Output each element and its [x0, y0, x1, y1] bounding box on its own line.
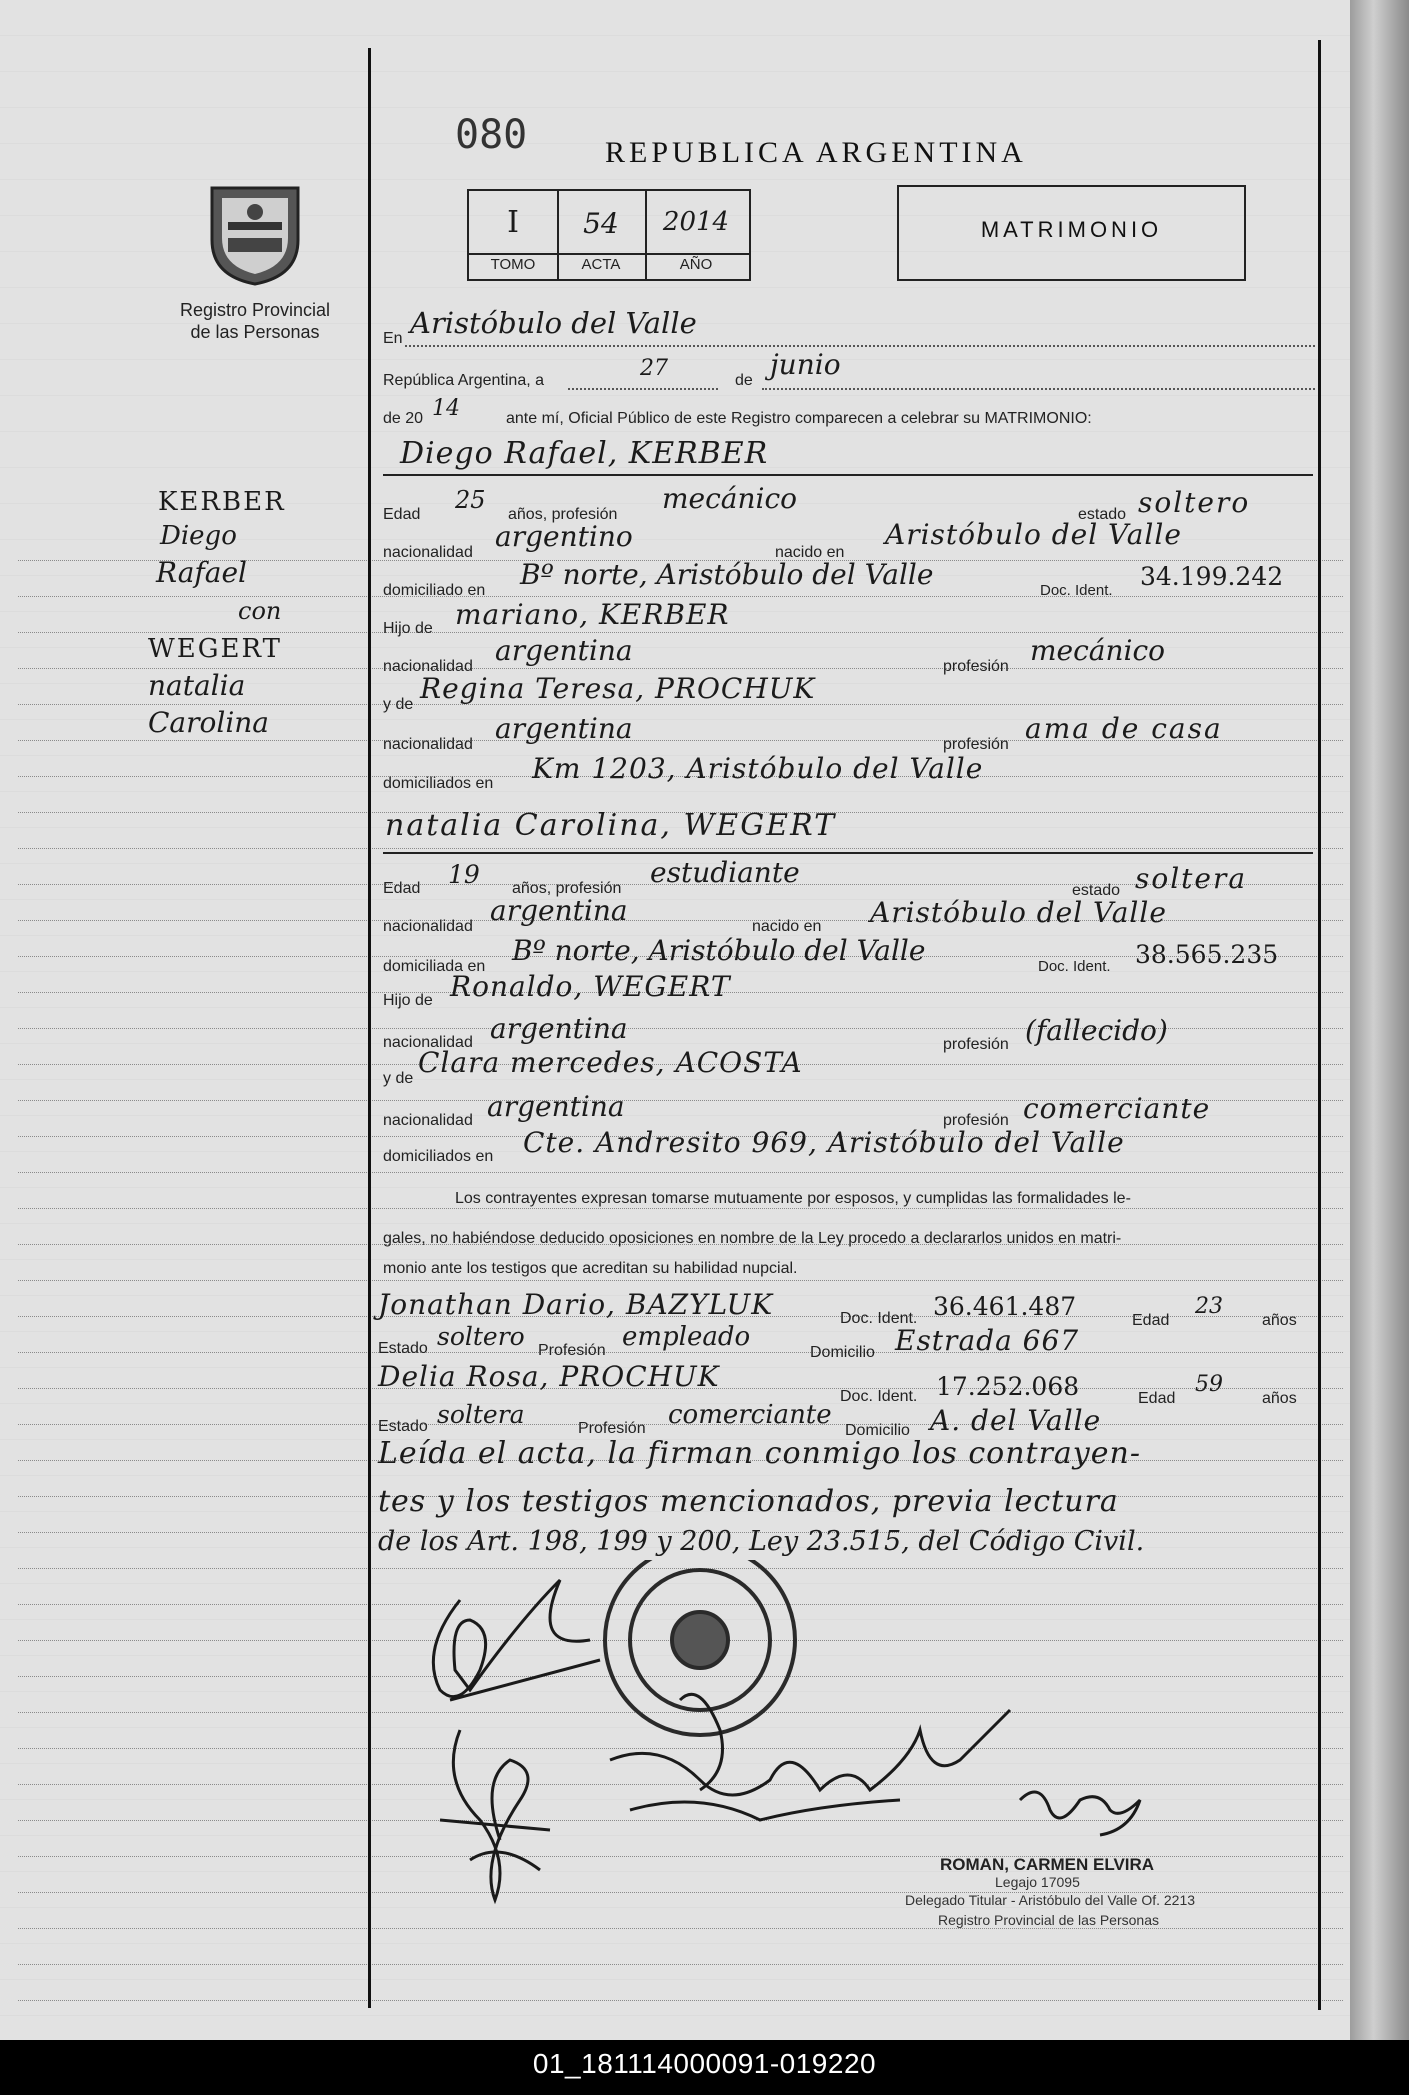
witness2-status: soltera [437, 1400, 525, 1429]
witness1-name: Jonathan Dario, BAZYLUK [378, 1288, 774, 1321]
witness1-doc-label: Doc. Ident. [840, 1310, 918, 1327]
bride-father-nationality: argentina [490, 1012, 628, 1045]
acta-value: 54 [583, 207, 619, 240]
bride-birthplace: Aristóbulo del Valle [870, 896, 1167, 929]
official-signature-icon [1020, 1792, 1140, 1835]
bride-domicile-label: domiciliada en [383, 958, 486, 975]
province-coat-of-arms-icon [200, 178, 310, 288]
right-margin-line [1318, 40, 1321, 2010]
groom-signature-icon [433, 1580, 600, 1700]
witness2-name: Delia Rosa, PROCHUK [378, 1360, 720, 1393]
ceremony-place: Aristóbulo del Valle [410, 306, 697, 340]
witness2-profession-label: Profesión [578, 1420, 646, 1437]
ceremony-month: junio [770, 348, 841, 381]
groom-full-name: Diego Rafael, KERBER [400, 436, 769, 471]
registry-round-stamp-icon [605, 1560, 795, 1735]
witness1-years-label: años [1262, 1312, 1297, 1329]
witness1-doc-number: 36.461.487 [933, 1292, 1077, 1321]
groom-father-nationality: argentina [495, 634, 633, 667]
anio-label: AÑO [679, 256, 713, 273]
closing-line-3: de los Art. 198, 199 y 200, Ley 23.515, del Código Civil. [378, 1526, 1145, 1557]
ceremony-day: 27 [640, 356, 668, 381]
bride-full-name: natalia Carolina, WEGERT [385, 808, 837, 843]
official-file-number: Legajo 17095 [995, 1874, 1080, 1890]
groom-domicile: Bº norte, Aristóbulo del Valle [520, 558, 934, 591]
groom-years-profession-label: años, profesión [508, 506, 618, 523]
witness2-doc-number: 17.252.068 [936, 1372, 1080, 1401]
groom-nationality-label: nacionalidad [383, 544, 473, 561]
margin-name-surname-2: WEGERT [148, 634, 282, 664]
declaration-line-1: Los contrayentes expresan tomarse mutuamente por esposos, y cumplidas las formalidades le- [455, 1190, 1131, 1207]
margin-name-first-2: natalia [148, 669, 246, 702]
bride-nationality: argentina [490, 894, 628, 927]
witness-signature-icon [610, 1694, 1010, 1820]
republica-label: República Argentina, a [383, 372, 544, 389]
bride-age: 19 [448, 860, 480, 889]
margin-name-con: con [238, 597, 282, 625]
witness2-domicile: A. del Valle [930, 1404, 1102, 1437]
provincial-seal [200, 178, 310, 288]
anio-value: 2014 [662, 207, 730, 237]
act-number-box [467, 189, 751, 281]
bride-age-label: Edad [383, 880, 421, 897]
registry-name-line-2: de las Personas [190, 322, 320, 342]
witness1-status-label: Estado [378, 1340, 428, 1357]
witness1-status: soltero [437, 1322, 525, 1351]
witness2-domicile-label: Domicilio [845, 1422, 910, 1439]
ceremony-year: 14 [432, 396, 460, 421]
document-type-box [897, 185, 1246, 281]
bride-civil-status-label: estado [1072, 882, 1121, 899]
witness2-doc-label: Doc. Ident. [840, 1388, 918, 1405]
bride-parents-domicile: Cte. Andresito 969, Aristóbulo del Valle [523, 1126, 1125, 1159]
groom-nationality: argentino [495, 520, 633, 553]
groom-mother-nationality: argentina [495, 712, 633, 745]
bride-doc-number: 38.565.235 [1135, 940, 1279, 969]
image-identifier: 01_181114000091-019220 [532, 2048, 877, 2079]
groom-parents-domicile: Km 1203, Aristóbulo del Valle [532, 752, 984, 785]
groom-age: 25 [455, 486, 486, 514]
witness1-age-label: Edad [1132, 1312, 1170, 1329]
bride-mother-label: y de [383, 1070, 414, 1087]
margin-name-first-1: Diego [160, 521, 237, 551]
groom-father-nationality-label: nacionalidad [383, 658, 473, 675]
margin-name-middle-1: Rafael [156, 556, 247, 589]
witness2-age-label: Edad [1138, 1390, 1176, 1407]
bride-domicile: Bº norte, Aristóbulo del Valle [512, 934, 926, 967]
witness1-age: 23 [1195, 1294, 1223, 1319]
witness1-domicile-label: Domicilio [810, 1344, 875, 1361]
groom-parents-domicile-label: domiciliados en [383, 775, 494, 792]
de-label: de [735, 372, 753, 389]
bride-profession: estudiante [650, 856, 800, 889]
groom-profession: mecánico [662, 482, 798, 515]
witness2-profession: comerciante [668, 1400, 832, 1430]
bride-signature-icon [440, 1730, 550, 1900]
groom-civil-status-label: estado [1078, 506, 1127, 523]
bride-father-profession: (fallecido) [1025, 1014, 1168, 1047]
bride-years-profession-label: años, profesión [512, 880, 622, 897]
declaration-line-3: monio ante los testigos que acreditan su habilidad nupcial. [383, 1260, 798, 1277]
groom-mother-profession: ama de casa [1025, 712, 1223, 745]
bride-father-name: Ronaldo, WEGERT [450, 970, 731, 1003]
official-name: ROMAN, CARMEN ELVIRA [940, 1855, 1155, 1874]
intro-closing-text: ante mí, Oficial Público de este Registro comparecen a celebrar su MATRIMONIO: [506, 410, 1092, 427]
groom-doc-label: Doc. Ident. [1040, 582, 1113, 599]
bride-birthplace-label: nacido en [752, 918, 822, 935]
bride-doc-label: Doc. Ident. [1038, 958, 1111, 975]
bride-nationality-label: nacionalidad [383, 918, 473, 935]
groom-mother-nationality-label: nacionalidad [383, 736, 473, 753]
bride-mother-profession: comerciante [1023, 1092, 1211, 1125]
bride-mother-nationality: argentina [487, 1090, 625, 1123]
groom-father-profession-label: profesión [943, 658, 1009, 675]
margin-name-surname-1: KERBER [158, 487, 286, 517]
groom-domicile-label: domiciliado en [383, 582, 486, 599]
closing-line-1: Leída el acta, la firman conmigo los contrayen- [378, 1436, 1141, 1471]
official-role: Delegado Titular - Aristóbulo del Valle Of. 2213 [905, 1892, 1196, 1908]
groom-father-profession: mecánico [1030, 634, 1166, 667]
document-type-label: MATRIMONIO [980, 217, 1163, 242]
witness2-status-label: Estado [378, 1418, 428, 1435]
tomo-label: TOMO [490, 256, 536, 273]
margin-name-middle-2: Carolina [148, 706, 269, 739]
bride-father-nationality-label: nacionalidad [383, 1034, 473, 1051]
left-margin-line [368, 48, 371, 2008]
groom-doc-number: 34.199.242 [1140, 562, 1284, 591]
closing-line-2: tes y los testigos mencionados, previa lectura [378, 1484, 1119, 1519]
year-prefix: de 20 [383, 410, 424, 427]
witness2-age: 59 [1195, 1372, 1223, 1397]
groom-civil-status: soltero [1138, 486, 1251, 519]
official-registry: Registro Provincial de las Personas [938, 1912, 1159, 1928]
country-heading: REPUBLICA ARGENTINA [605, 136, 1027, 169]
en-label: En [383, 330, 403, 347]
tomo-value: I [507, 205, 519, 240]
groom-birthplace: Aristóbulo del Valle [885, 518, 1182, 551]
groom-mother-profession-label: profesión [943, 736, 1009, 753]
bride-father-label: Hijo de [383, 992, 433, 1009]
acta-label: ACTA [581, 256, 621, 273]
bride-father-profession-label: profesión [943, 1036, 1009, 1053]
witness1-domicile: Estrada 667 [895, 1324, 1080, 1357]
registry-name-line-1: Registro Provincial [179, 300, 331, 320]
groom-mother-label: y de [383, 696, 414, 713]
witness1-profession: empleado [622, 1322, 751, 1352]
groom-birthplace-label: nacido en [775, 544, 845, 561]
declaration-line-2: gales, no habiéndose deducido oposiciones en nombre de la Ley procedo a declararlos unidos en matri- [383, 1230, 1122, 1247]
bride-civil-status: soltera [1135, 862, 1248, 895]
book-page-edge [1350, 0, 1409, 2040]
bride-mother-name: Clara mercedes, ACOSTA [418, 1046, 803, 1079]
witness1-profession-label: Profesión [538, 1342, 606, 1359]
groom-age-label: Edad [383, 506, 421, 523]
groom-father-label: Hijo de [383, 620, 433, 637]
bride-parents-domicile-label: domiciliados en [383, 1148, 494, 1165]
witness2-years-label: años [1262, 1390, 1297, 1407]
groom-father-name: mariano, KERBER [455, 598, 730, 631]
bride-mother-profession-label: profesión [943, 1112, 1009, 1129]
folio-number: 080 [455, 112, 528, 158]
bride-mother-nationality-label: nacionalidad [383, 1112, 473, 1129]
groom-mother-name: Regina Teresa, PROCHUK [420, 672, 816, 705]
